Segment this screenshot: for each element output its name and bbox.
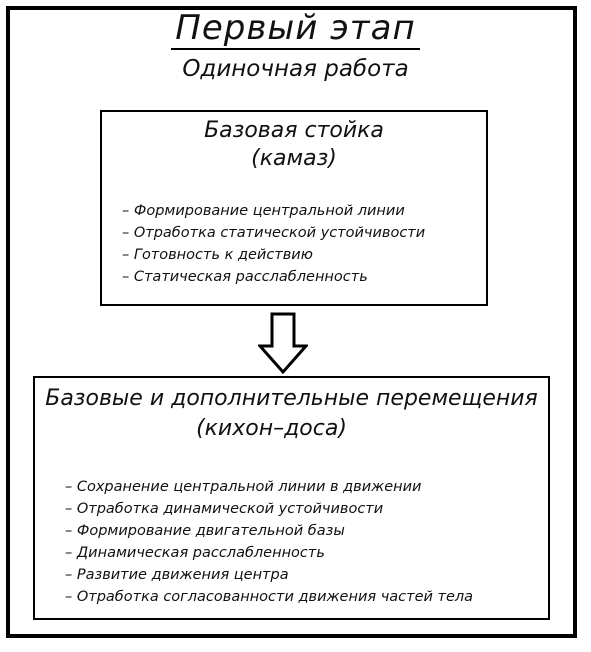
list-item: – Развитие движения центра bbox=[65, 567, 289, 583]
down-arrow-icon bbox=[258, 312, 308, 374]
list-item: – Отработка динамической устойчивости bbox=[65, 501, 384, 517]
list-item: – Готовность к действию bbox=[122, 247, 313, 263]
stage-box-basic-stance bbox=[100, 110, 488, 306]
diagram-subtitle: Одиночная работа bbox=[182, 56, 409, 82]
stage-item-list bbox=[122, 200, 425, 288]
stage-title: Базовые и дополнительные перемещения bbox=[45, 386, 538, 411]
list-item: – Динамическая расслабленность bbox=[65, 545, 325, 561]
list-item: – Формирование центральной линии bbox=[122, 203, 405, 219]
stage-item-list bbox=[65, 476, 473, 608]
stage-subtitle: (камаз) bbox=[251, 146, 337, 171]
list-item: – Отработка статической устойчивости bbox=[122, 225, 426, 241]
list-item: – Статическая расслабленность bbox=[122, 269, 368, 285]
diagram-title: Первый этап bbox=[0, 8, 591, 48]
stage-box-movements bbox=[33, 376, 550, 620]
list-item: – Сохранение центральной линии в движении bbox=[65, 479, 422, 495]
list-item: – Формирование двигательной базы bbox=[65, 523, 345, 539]
stage-subtitle: (кихон–доса) bbox=[196, 416, 347, 441]
stage-title: Базовая стойка bbox=[204, 118, 384, 143]
list-item: – Отработка согласованности движения частей тела bbox=[65, 589, 474, 605]
